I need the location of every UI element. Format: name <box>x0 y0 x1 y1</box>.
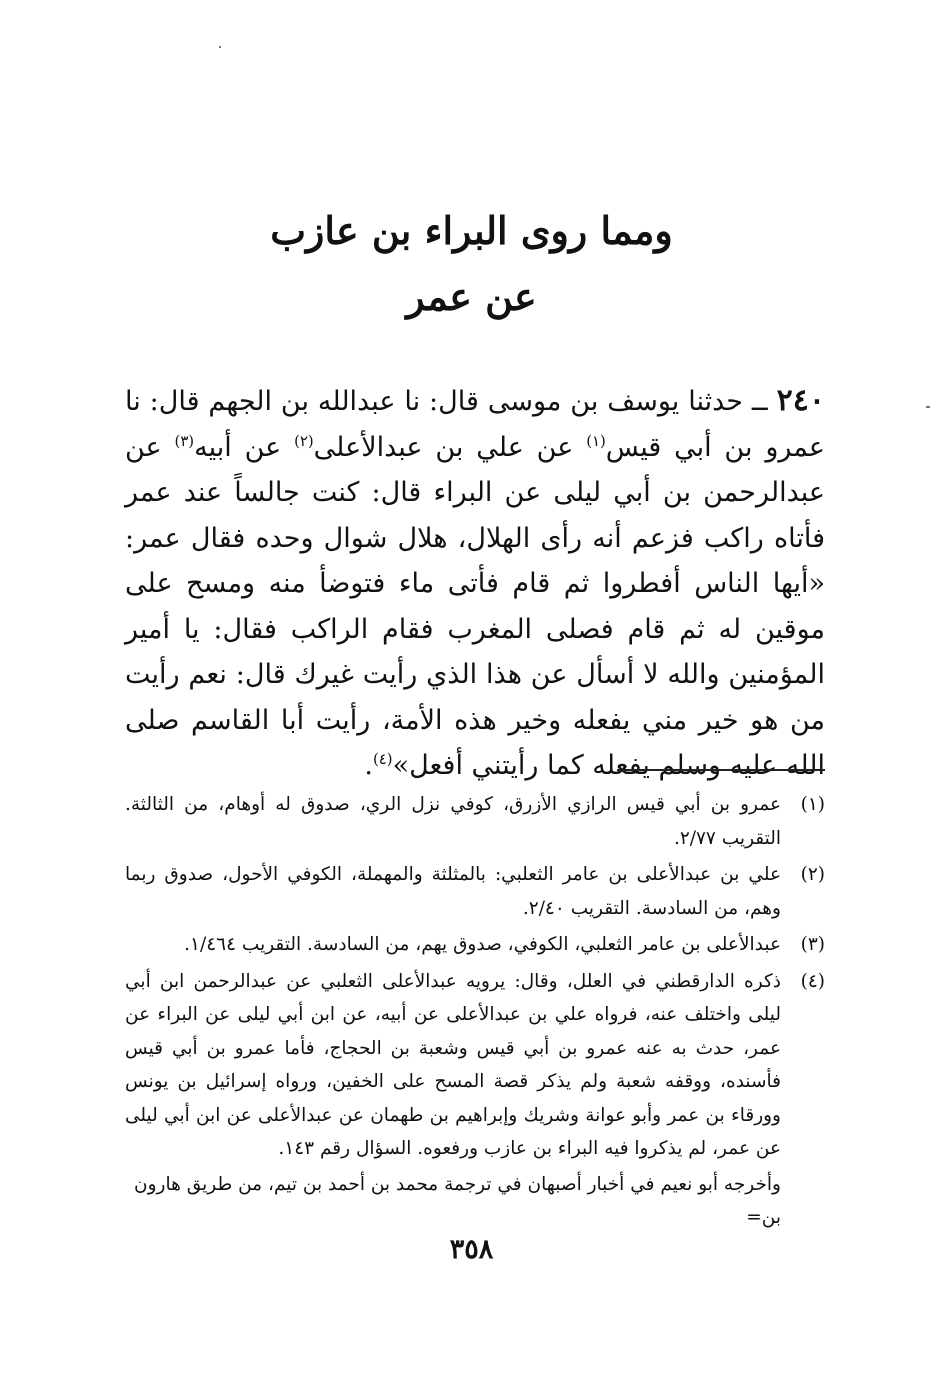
footnote-number: (٣) <box>800 934 825 955</box>
footnote-item <box>125 788 825 855</box>
hadith-text <box>125 378 825 789</box>
hadith-text-part: عن عبدالرحمن بن أبي ليلى عن البراء قال: كنت جالساً عند عمر فأتاه راكب فزعم أنه رأى الهلال، هلال شوال وحده فقال عمر: «أيها الناس أفطروا ثم قام فأتى ماء فتوضأ منه ومسح على موقين له ثم قام فصلى المغرب فقام الراكب فقال: يا أمير المؤمنين والله لا أسأل عن هذا الذي رأيت غيرك قال: نعم رأيت من هو خير مني يفعله وخير هذه الأمة، رأيت أبا القاسم صلى الله عليه وسلم يفعله كما رأيتني أفعل» <box>125 431 825 781</box>
scan-speck <box>926 406 930 408</box>
chapter-subheading: عن عمر <box>406 274 537 319</box>
footnote-continuation: وأخرجه أبو نعيم في أخبار أصبهان في ترجمة محمد بن أحمد بن تيم، من طريق هارون بن= <box>133 1173 781 1228</box>
hadith-text-part: حدثنا يوسف بن موسى قال: نا عبدالله بن الجهم قال: نا عمرو بن أبي قيس <box>125 386 825 463</box>
hadith-text-part: عن أبيه <box>194 431 282 463</box>
footnotes-section <box>125 788 825 1235</box>
hadith-end-mark: . <box>364 750 373 781</box>
footnote-text: ذكره الدارقطني في العلل، وقال: يرويه عبدالأعلى الثعلبي عن عبدالرحمن ابن أبي ليلى واختلف عنه، فرواه علي بن عبدالأعلى عن أبيه، عن ابن أبي ليلى عن البراء عن عمر، حدث به عنه عمرو بن أبي قيس وشعبة بن الحجاج، فأما عمرو بن أبي قيس فأسنده، ووقفه شعبة ولم يذكر قصة المسح على الخفين، ورواه إسرائيل بن يونس وورقاء بن عمر وأبو عوانة وشريك وإبراهيم بن طهمان عن عبدالأعلى عن ابن أبي ليلى عن عمر، لم يذكروا فيه البراء بن عازب ورفعوه. السؤال رقم ١٤٣. <box>125 970 781 1159</box>
footnote-ref: (٢) <box>294 431 314 450</box>
footnote-text: عبدالأعلى بن عامر الثعلبي، الكوفي، صدوق يهم، من السادسة. التقريب ١/٤٦٤. <box>184 934 781 955</box>
footnote-item <box>125 965 825 1166</box>
footnote-ref: (١) <box>586 431 606 450</box>
page-number: ٣٥٨ <box>449 1234 494 1265</box>
footnote-item <box>125 928 825 962</box>
hadith-text-part: عن علي بن عبدالأعلى <box>313 431 574 463</box>
footnote-number: (٢) <box>800 864 825 885</box>
chapter-heading: ومما روى البراء بن عازب <box>270 208 673 253</box>
hadith-number: ٢٤٠ <box>776 383 825 418</box>
footnote-text: عمرو بن أبي قيس الرازي الأزرق، كوفي نزل الري، صدوق له أوهام، من الثالثة. التقريب ٢/٧٧. <box>125 794 781 849</box>
footnote-ref: (٣) <box>174 431 195 450</box>
footnote-number: (١) <box>800 794 825 815</box>
footnote-text: علي بن عبدالأعلى بن عامر الثعلبي: بالمثلثة والمهملة، الكوفي الأحول، صدوق ربما وهم، من السادسة. التقريب ٢/٤٠. <box>125 864 781 919</box>
footnote-number: (٤) <box>800 970 825 992</box>
footnote-divider <box>617 769 825 771</box>
footnote-ref: (٤) <box>372 750 393 768</box>
footnote-item <box>125 858 825 925</box>
hadith-separator: ــ <box>751 386 768 417</box>
scan-speck <box>219 46 221 48</box>
